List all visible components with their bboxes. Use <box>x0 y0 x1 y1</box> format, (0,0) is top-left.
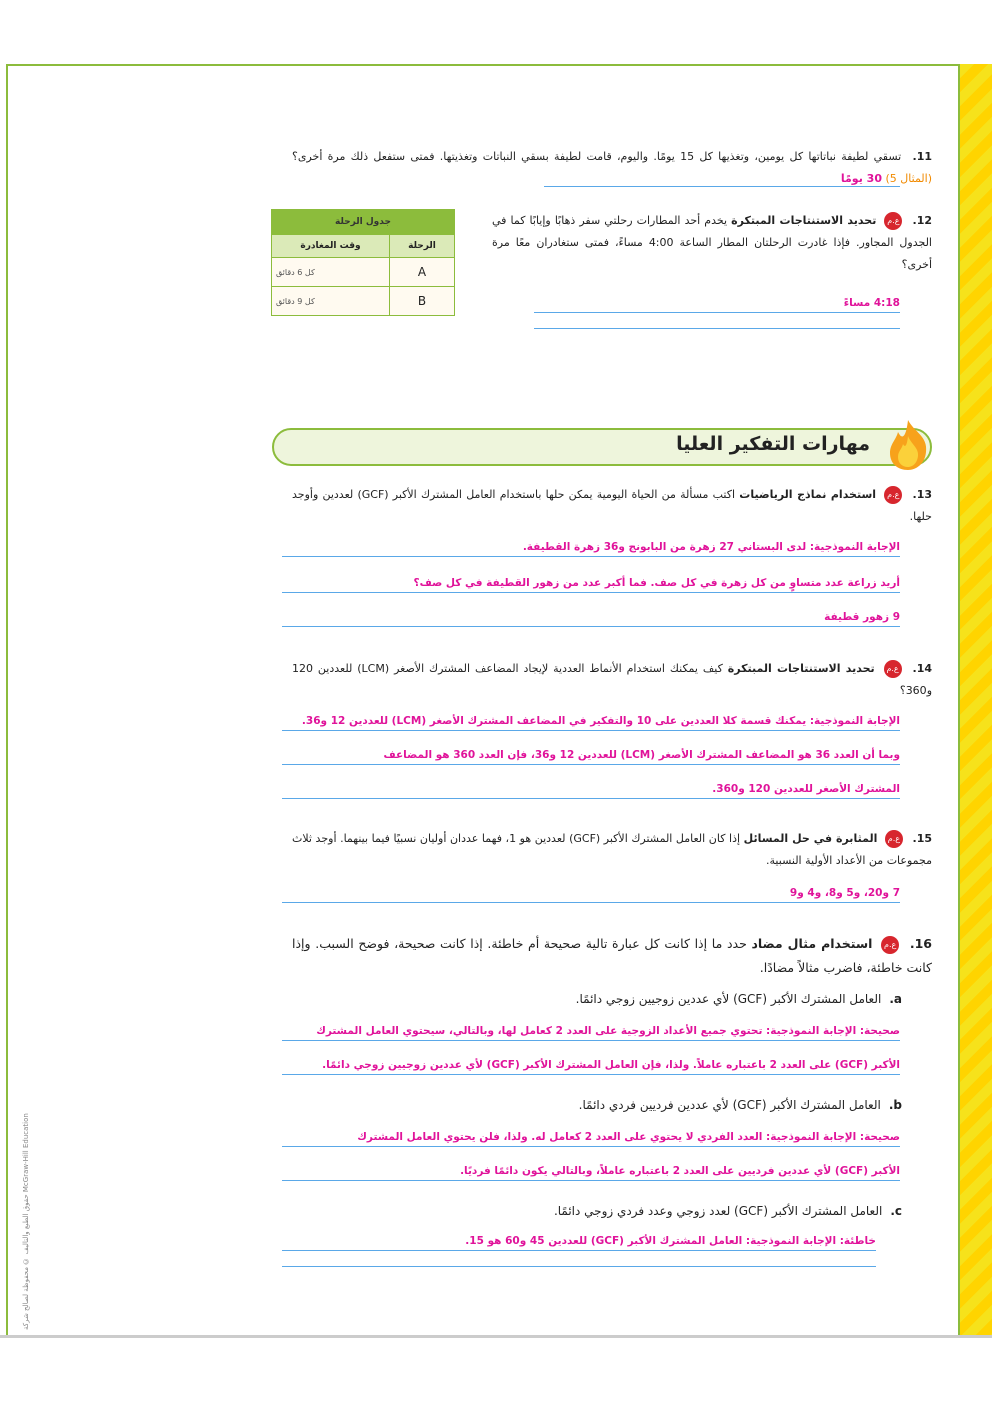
question-number: 11. <box>912 150 932 163</box>
question-text: كيف يمكنك استخدام الأنماط العددية لإيجاد المضاعف المشترك الأصغر (LCM) للعددين 120 و360؟ <box>292 662 932 697</box>
question-label: تحديد الاستنتاجات المبتكرة <box>731 214 877 227</box>
question-12 <box>492 210 932 276</box>
sub-question-c <box>554 1200 902 1222</box>
answer-line: خاطئة: الإجابة النموذجية: العامل المشترك الأكبر (GCF) للعددين 45 و60 هو 15. <box>282 1232 876 1251</box>
copyright-side-text: حقوق الطبع والتأليف © محفوظة لصالح شركة McGraw-Hill Education <box>22 1113 30 1330</box>
answer: 30 يومًا <box>840 172 882 185</box>
hots-badge-icon: ع.م <box>884 486 902 504</box>
time-cell: كل 6 دقائق <box>272 258 390 287</box>
answer-line-empty <box>534 328 900 329</box>
table-row <box>272 258 455 287</box>
question-text: اكتب مسألة من الحياة اليومية يمكن حلها باستخدام العامل المشترك الأكبر (GCF) لعددين وأوجد حلها. <box>292 488 932 523</box>
column-header-trip: الرحلة <box>390 235 455 258</box>
answer-line: صحيحة: الإجابة النموذجية: العدد الفردي لا يحتوي على العدد 2 كعامل له. ولذا، فلن يحتوي العامل المشترك <box>282 1128 900 1147</box>
question-number: 16. <box>909 936 932 951</box>
flame-icon <box>884 418 932 472</box>
answer-line: وبما أن العدد 36 هو المضاعف المشترك الأصغر (LCM) للعددين 12 و36، فإن العدد 360 هو المضاعف <box>282 746 900 765</box>
answer-line: صحيحة: الإجابة النموذجية: تحتوي جميع الأعداد الزوجية على العدد 2 كعامل لها، وبالتالي، سيحتوي العامل المشترك <box>282 1022 900 1041</box>
question-11 <box>292 146 932 190</box>
question-14 <box>292 658 932 702</box>
question-label: استخدام نماذج الرياضيات <box>739 488 877 501</box>
question-16 <box>292 932 932 980</box>
answer-line: الأكبر (GCF) على العدد 2 باعتباره عاملاً. ولذا، فإن العامل المشترك الأكبر (GCF) لأي عددين زوجيين زوجي دائمًا. <box>282 1056 900 1075</box>
question-text: تسقي لطيفة نباتاتها كل يومين، وتغذيها كل 15 يومًا. واليوم، قامت لطيفة بسقي النباتات وتغذيتها. فمتى ستفعل ذلك مرة أخرى؟ <box>292 150 902 163</box>
question-text: يخدم أحد المطارات رحلتي سفر ذهابًا وإيابًا كما في الجدول المجاور. فإذا غادرت الرحلتان المطار الساعة 4:00 مساءً، فمتى ستغادران معًا مرة أخرى؟ <box>492 214 932 271</box>
answer-line-empty <box>282 1266 876 1267</box>
hots-badge-icon: ع.م <box>885 830 903 848</box>
question-text: حدد ما إذا كانت كل عبارة تالية صحيحة أم خاطئة. إذا كانت صحيحة، فوضح السبب. وإذا كانت خاطئة، فاضرب مثالاً مضادًا. <box>292 936 932 975</box>
hots-badge-icon: ع.م <box>881 936 899 954</box>
example-hint: (المثال 5) <box>885 172 932 185</box>
sub-letter: a. <box>889 992 902 1006</box>
answer-line: 7 و20، و5 و8، و4 و9 <box>282 884 900 903</box>
question-label: المثابرة في حل المسائل <box>743 832 878 845</box>
answer-line: 4:18 مساءً <box>534 294 900 313</box>
question-number: 15. <box>912 832 932 845</box>
column-header-time: وقت المغادرة <box>272 235 390 258</box>
question-label: تحديد الاستنتاجات المبتكرة <box>727 662 875 675</box>
hots-title: مهارات التفكير العليا <box>676 433 870 455</box>
time-cell: كل 9 دقائق <box>272 287 390 316</box>
trip-cell: A <box>390 258 455 287</box>
question-label: استخدام مثال مضاد <box>751 936 873 951</box>
answer-line: الإجابة النموذجية: يمكنك قسمة كلا العددين على 10 والتفكير في المضاعف المشترك الأصغر (LCM) للعددين 12 و36. <box>282 712 900 731</box>
sub-letter: b. <box>888 1098 902 1112</box>
answer-line <box>544 186 900 187</box>
question-number: 14. <box>912 662 933 675</box>
question-number: 13. <box>912 488 932 501</box>
question-text: إذا كان العامل المشترك الأكبر (GCF) لعددين هو 1، فهما عددان أوليان نسبيًا فيما بينهما. أوجد ثلاث مجموعات من الأعداد الأولية النسبية. <box>292 832 932 867</box>
sub-question-a <box>576 988 902 1010</box>
sub-letter: c. <box>890 1204 902 1218</box>
yellow-side-stripe <box>960 64 992 1337</box>
answer-line: المشترك الأصغر للعددين 120 و360. <box>282 780 900 799</box>
table-row <box>272 287 455 316</box>
table-title: جدول الرحلة <box>272 210 455 235</box>
question-15 <box>292 828 932 872</box>
sub-text: العامل المشترك الأكبر (GCF) لأي عددين زوجيين زوجي دائمًا. <box>575 992 882 1006</box>
sub-text: العامل المشترك الأكبر (GCF) لأي عددين فرديين فردي دائمًا. <box>578 1098 881 1112</box>
answer-line: أريد زراعة عدد متساوٍ من كل زهرة في كل صف. فما أكبر عدد من زهور القطيفة في كل صف؟ <box>282 574 900 593</box>
question-13 <box>292 484 932 528</box>
answer-line: 9 زهور قطيفة <box>282 608 900 627</box>
trip-cell: B <box>390 287 455 316</box>
answer-line: الإجابة النموذجية: لدى البستاني 27 زهرة من البابونج و36 زهرة القطيفة. <box>282 538 900 557</box>
hots-badge-icon: ع.م <box>884 212 902 230</box>
sub-text: العامل المشترك الأكبر (GCF) لعدد زوجي وعدد فردي زوجي دائمًا. <box>553 1204 883 1218</box>
question-number: 12. <box>912 214 933 227</box>
sub-question-b <box>579 1094 902 1116</box>
trip-schedule-table <box>271 209 455 316</box>
hots-badge-icon: ع.م <box>884 660 902 678</box>
answer-line: الأكبر (GCF) لأي عددين فرديين على العدد 2 باعتباره عاملاً، وبالتالي يكون دائمًا فرديًا. <box>282 1162 900 1181</box>
hots-banner <box>272 428 932 466</box>
bottom-divider <box>0 1335 992 1338</box>
